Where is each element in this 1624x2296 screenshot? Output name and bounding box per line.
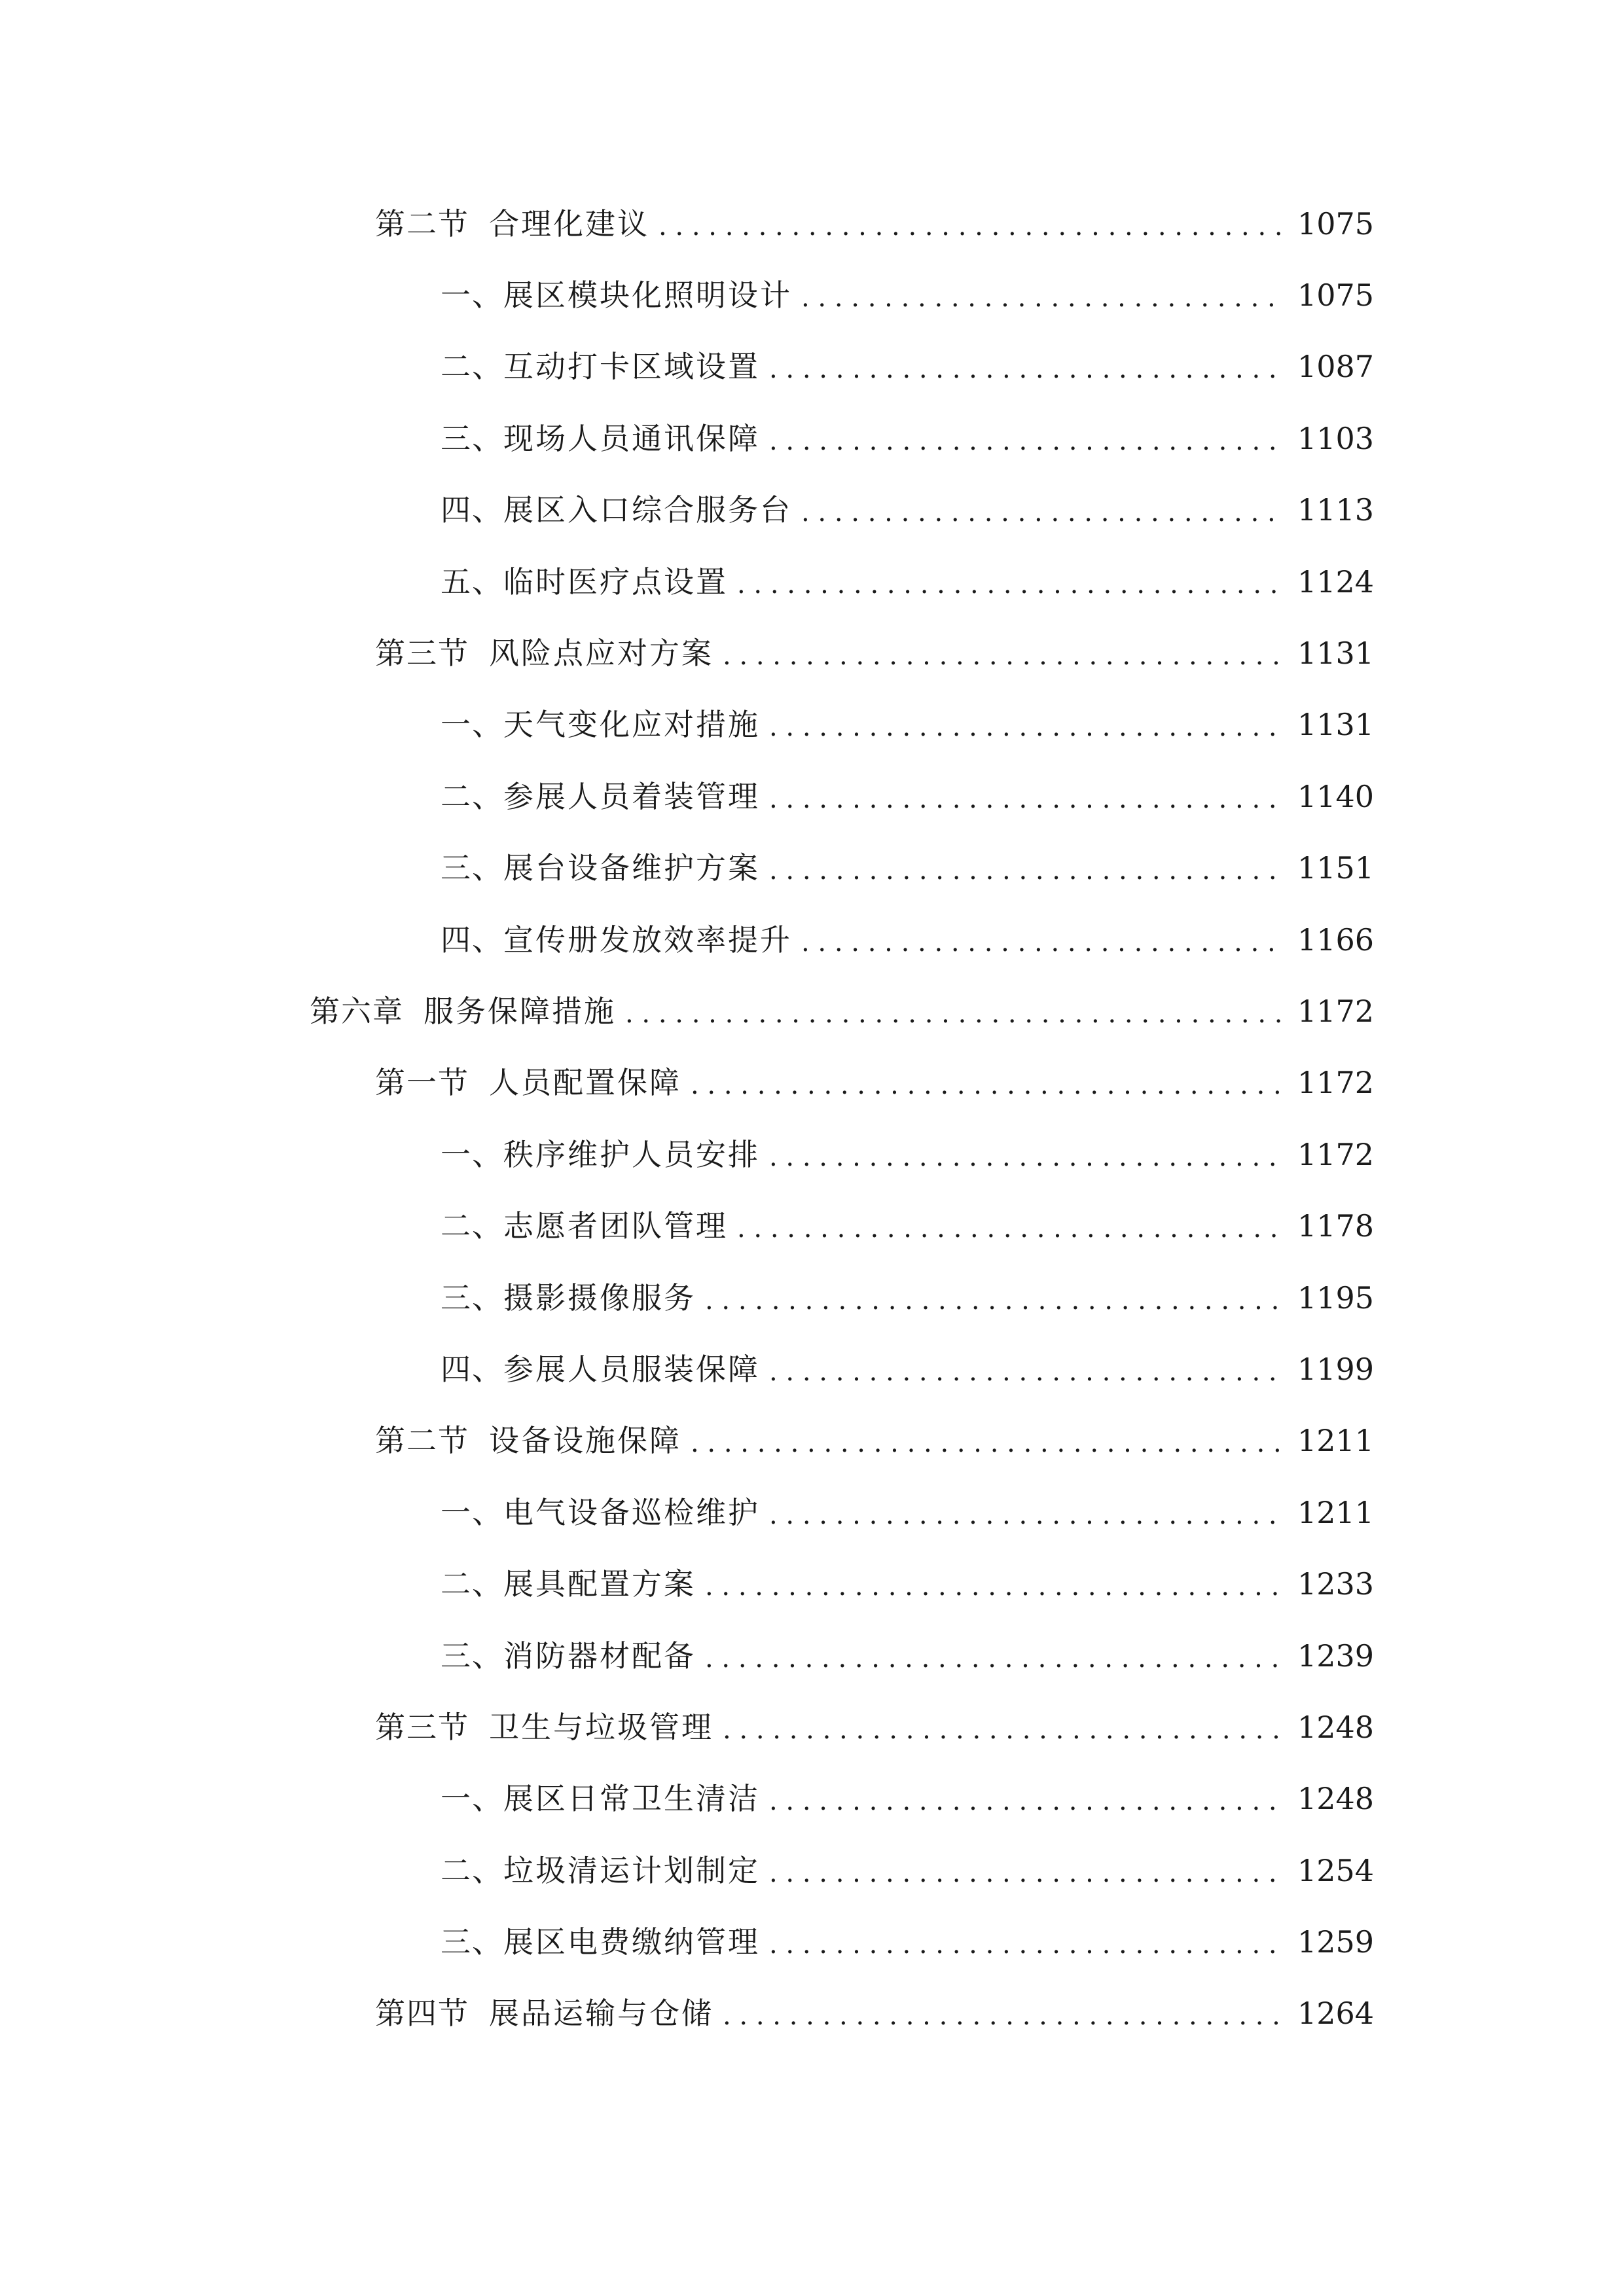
toc-page-number: 1264 bbox=[1297, 1996, 1375, 2032]
toc-entry-title: 合理化建议 bbox=[489, 206, 649, 242]
toc-page-number: 1131 bbox=[1297, 636, 1375, 672]
toc-entry-title: 展区入口综合服务台 bbox=[503, 492, 792, 528]
toc-entry-level3[interactable] bbox=[0, 1119, 1624, 1190]
toc-entry-level3[interactable] bbox=[0, 1906, 1624, 1977]
toc-dot-leader bbox=[769, 1925, 1286, 1964]
toc-entry-number: 二、 bbox=[441, 1852, 503, 1888]
toc-entry-level3[interactable] bbox=[0, 331, 1624, 403]
toc-dot-leader bbox=[769, 708, 1286, 747]
toc-entry-title: 设备设施保障 bbox=[489, 1423, 681, 1459]
toc-entry-title: 摄影摄像服务 bbox=[503, 1280, 696, 1316]
toc-entry-title: 参展人员着装管理 bbox=[503, 778, 760, 814]
toc-page-number: 1151 bbox=[1297, 850, 1375, 886]
toc-entry-number: 四、 bbox=[441, 1351, 503, 1387]
toc-entry-level2[interactable] bbox=[0, 1405, 1624, 1477]
toc-entry-number: 第三节 bbox=[375, 636, 469, 672]
toc-dot-leader bbox=[705, 1281, 1286, 1320]
toc-entry-title: 志愿者团队管理 bbox=[503, 1208, 728, 1244]
toc-dot-leader bbox=[801, 278, 1286, 317]
toc-entry-title: 现场人员通讯保障 bbox=[503, 420, 760, 456]
toc-dot-leader bbox=[659, 207, 1286, 246]
toc-page-number: 1195 bbox=[1297, 1280, 1375, 1316]
toc-entry-number: 三、 bbox=[441, 850, 503, 886]
toc-entry-title: 秩序维护人员安排 bbox=[503, 1136, 760, 1172]
toc-entry-number: 四、 bbox=[441, 922, 503, 958]
toc-entry-level3[interactable] bbox=[0, 403, 1624, 474]
toc-entry-title: 宣传册发放效率提升 bbox=[503, 922, 792, 958]
toc-dot-leader bbox=[723, 1710, 1286, 1749]
toc-page-number: 1166 bbox=[1297, 922, 1375, 958]
toc-page-number: 1248 bbox=[1297, 1709, 1375, 1745]
toc-entry-title: 展品运输与仓储 bbox=[489, 1996, 713, 2032]
toc-entry-level3[interactable] bbox=[0, 761, 1624, 832]
toc-dot-leader bbox=[769, 780, 1286, 819]
toc-entry-number: 一、 bbox=[441, 1136, 503, 1172]
toc-entry-level3[interactable] bbox=[0, 1548, 1624, 1619]
toc-page-number: 1140 bbox=[1297, 778, 1375, 814]
toc-page-number: 1087 bbox=[1297, 349, 1375, 385]
toc-dot-leader bbox=[737, 565, 1286, 604]
toc-dot-leader bbox=[769, 1496, 1286, 1535]
toc-page-number: 1172 bbox=[1297, 1065, 1375, 1101]
toc-page-number: 1131 bbox=[1297, 707, 1375, 743]
toc-entry-title: 风险点应对方案 bbox=[489, 636, 713, 672]
toc-page-number: 1172 bbox=[1297, 1136, 1375, 1172]
toc-page-number: 1103 bbox=[1297, 420, 1375, 456]
toc-dot-leader bbox=[769, 1352, 1286, 1391]
toc-entry-title: 互动打卡区域设置 bbox=[503, 349, 760, 385]
toc-page-number: 1254 bbox=[1297, 1852, 1375, 1888]
toc-entry-level3[interactable] bbox=[0, 689, 1624, 761]
toc-page-number: 1248 bbox=[1297, 1781, 1375, 1817]
toc-entry-level3[interactable] bbox=[0, 1262, 1624, 1333]
toc-dot-leader bbox=[723, 1996, 1286, 2036]
toc-entry-level3[interactable] bbox=[0, 833, 1624, 904]
toc-dot-leader bbox=[625, 994, 1286, 1033]
toc-entry-number: 三、 bbox=[441, 1280, 503, 1316]
toc-entry-number: 五、 bbox=[441, 564, 503, 600]
toc-entry-title: 展具配置方案 bbox=[503, 1566, 696, 1602]
toc-dot-leader bbox=[769, 422, 1286, 461]
toc-entry-title: 参展人员服装保障 bbox=[503, 1351, 760, 1387]
toc-entry-number: 二、 bbox=[441, 349, 503, 385]
toc-entry-title: 电气设备巡检维护 bbox=[503, 1494, 760, 1530]
toc-entry-number: 第二节 bbox=[375, 206, 469, 242]
toc-entry-title: 天气变化应对措施 bbox=[503, 707, 760, 743]
toc-entry-title: 垃圾清运计划制定 bbox=[503, 1852, 760, 1888]
toc-entry-title: 展台设备维护方案 bbox=[503, 850, 760, 886]
toc-dot-leader bbox=[705, 1567, 1286, 1606]
toc-entry-level3[interactable] bbox=[0, 1477, 1624, 1548]
toc-page-number: 1178 bbox=[1297, 1208, 1375, 1244]
toc-entry-level2[interactable] bbox=[0, 188, 1624, 259]
toc-dot-leader bbox=[723, 636, 1286, 675]
toc-page-number: 1124 bbox=[1297, 564, 1375, 600]
toc-entry-level1[interactable] bbox=[0, 975, 1624, 1047]
toc-entry-level3[interactable] bbox=[0, 1835, 1624, 1906]
toc-entry-number: 第三节 bbox=[375, 1709, 469, 1745]
toc-dot-leader bbox=[769, 350, 1286, 389]
toc-entry-level3[interactable] bbox=[0, 475, 1624, 546]
toc-page-number: 1211 bbox=[1297, 1423, 1375, 1459]
toc-dot-leader bbox=[769, 851, 1286, 890]
toc-page-number: 1075 bbox=[1297, 206, 1375, 242]
toc-entry-title: 展区日常卫生清洁 bbox=[503, 1781, 760, 1817]
toc-dot-leader bbox=[691, 1424, 1286, 1463]
toc-entry-title: 卫生与垃圾管理 bbox=[489, 1709, 713, 1745]
toc-dot-leader bbox=[691, 1066, 1286, 1105]
toc-entry-number: 二、 bbox=[441, 1566, 503, 1602]
toc-entry-level3[interactable] bbox=[0, 1333, 1624, 1405]
toc-page-number: 1113 bbox=[1297, 492, 1375, 528]
toc-entry-number: 三、 bbox=[441, 1638, 503, 1674]
toc-entry-number: 第一节 bbox=[375, 1065, 469, 1101]
toc-entry-title: 服务保障措施 bbox=[424, 993, 616, 1029]
toc-entry-number: 二、 bbox=[441, 1208, 503, 1244]
toc-entry-title: 展区模块化照明设计 bbox=[503, 278, 792, 314]
toc-entry-level3[interactable] bbox=[0, 546, 1624, 617]
toc-page-number: 1172 bbox=[1297, 993, 1375, 1029]
toc-entry-level3[interactable] bbox=[0, 1620, 1624, 1691]
toc-entry-level3[interactable] bbox=[0, 904, 1624, 975]
toc-entry-number: 第二节 bbox=[375, 1423, 469, 1459]
toc-page-number: 1211 bbox=[1297, 1494, 1375, 1530]
toc-entry-number: 一、 bbox=[441, 278, 503, 314]
toc-entry-number: 二、 bbox=[441, 778, 503, 814]
toc-entry-level2[interactable] bbox=[0, 617, 1624, 689]
toc-dot-leader bbox=[769, 1854, 1286, 1893]
toc-page-number: 1075 bbox=[1297, 278, 1375, 314]
toc-entry-number: 四、 bbox=[441, 492, 503, 528]
toc-entry-number: 一、 bbox=[441, 1781, 503, 1817]
toc-dot-leader bbox=[705, 1639, 1286, 1678]
toc-dot-leader bbox=[737, 1209, 1286, 1248]
toc-entry-number: 第四节 bbox=[375, 1996, 469, 2032]
toc-entry-level3[interactable] bbox=[0, 1190, 1624, 1261]
toc-page-number: 1199 bbox=[1297, 1351, 1375, 1387]
toc-entry-level2[interactable] bbox=[0, 1691, 1624, 1763]
toc-page-number: 1239 bbox=[1297, 1638, 1375, 1674]
toc-entry-number: 第六章 bbox=[310, 993, 404, 1029]
toc-entry-title: 人员配置保障 bbox=[489, 1065, 681, 1101]
toc-entry-number: 三、 bbox=[441, 420, 503, 456]
toc-entry-title: 临时医疗点设置 bbox=[503, 564, 728, 600]
toc-entry-level2[interactable] bbox=[0, 1047, 1624, 1119]
toc-dot-leader bbox=[801, 923, 1286, 962]
toc-entry-title: 展区电费缴纳管理 bbox=[503, 1924, 760, 1960]
toc-dot-leader bbox=[801, 493, 1286, 532]
toc-entry-level2[interactable] bbox=[0, 1978, 1624, 2049]
toc-entry-level3[interactable] bbox=[0, 1763, 1624, 1835]
toc-entry-level3[interactable] bbox=[0, 259, 1624, 331]
toc-entry-number: 一、 bbox=[441, 707, 503, 743]
toc-entry-number: 一、 bbox=[441, 1494, 503, 1530]
toc-dot-leader bbox=[769, 1782, 1286, 1821]
table-of-contents bbox=[0, 188, 1624, 2049]
toc-dot-leader bbox=[769, 1138, 1286, 1177]
toc-entry-number: 三、 bbox=[441, 1924, 503, 1960]
toc-entry-title: 消防器材配备 bbox=[503, 1638, 696, 1674]
toc-page-number: 1259 bbox=[1297, 1924, 1375, 1960]
toc-page-number: 1233 bbox=[1297, 1566, 1375, 1602]
